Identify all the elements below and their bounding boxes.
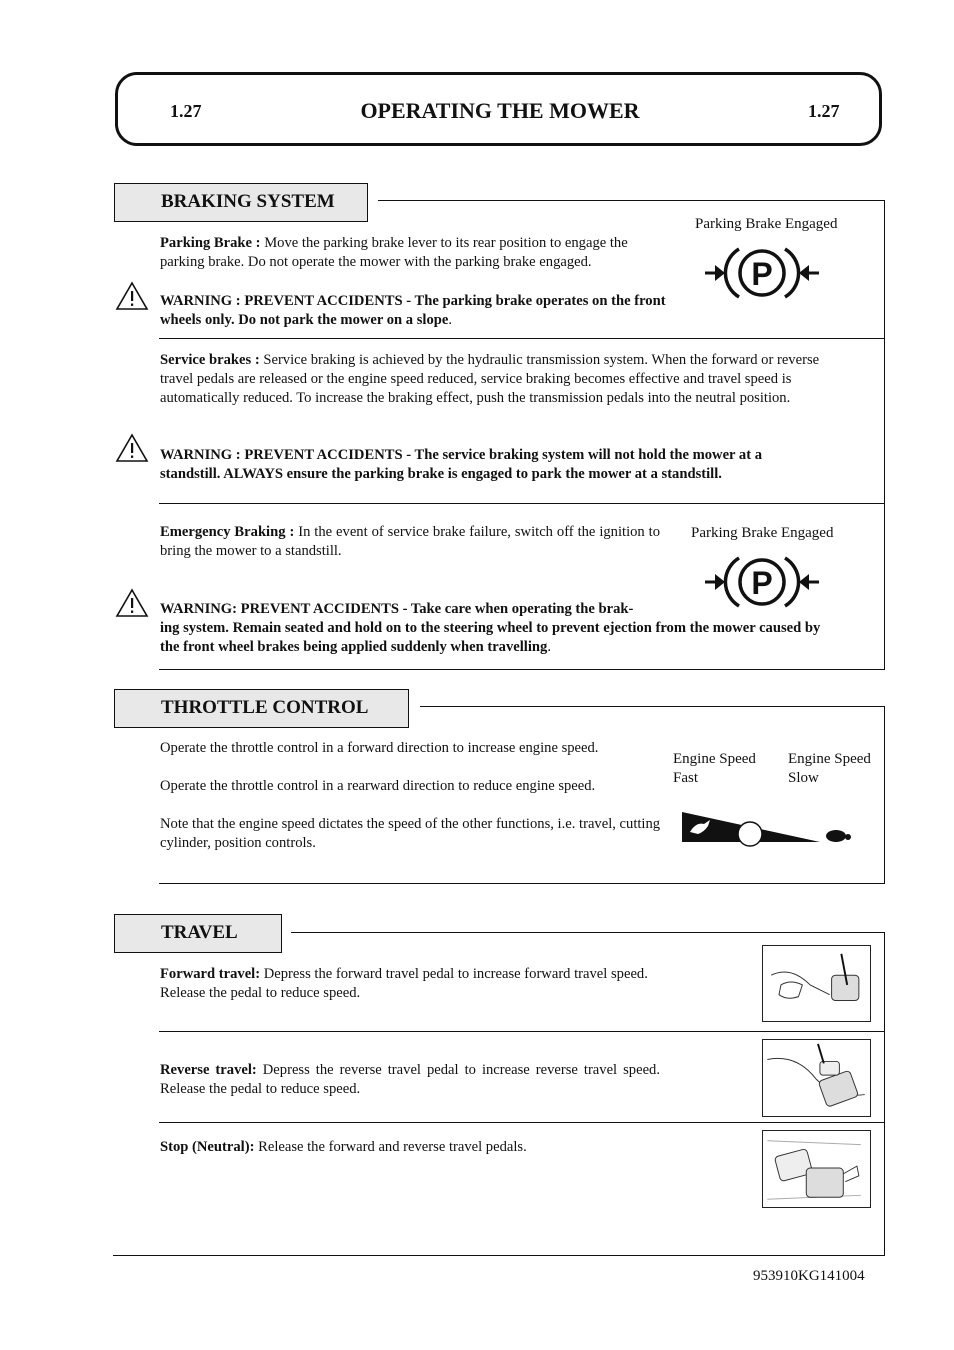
service-brakes-warning: WARNING : PREVENT ACCIDENTS - The service braking system will not hold the mower at a standstill. ALWAYS ensure the parking brake is engaged to park the mower at a standstill. (160, 447, 763, 482)
throttle-paragraph-2: Operate the throttle control in a rearward direction to reduce engine speed. (160, 778, 596, 794)
tortoise-icon (826, 830, 846, 842)
warning-triangle-icon (115, 433, 149, 463)
emergency-braking-paragraph: Emergency Braking : In the event of service brake failure, switch off the ignition to bring the mower to a standstill. (160, 524, 660, 559)
parking-brake-warning: WARNING : PREVENT ACCIDENTS - The parking brake operates on the front wheels only. Do not park the mower on a slope. (160, 293, 666, 328)
service-brakes-paragraph: Service brakes : Service braking is achieved by the hydraulic transmission system. When the forward or reverse travel pedals are released or the engine speed reduced, service braking becomes effective and travel speed is automatically reduced. To increase the braking effect, push the transmission pedals into the neutral position. (160, 352, 820, 406)
parking-brake-engaged-icon (703, 243, 821, 303)
travel-top-rule (291, 932, 885, 933)
parking-brake-caption-1: Parking Brake Engaged (695, 216, 838, 232)
section-number-left: 1.27 (170, 101, 202, 121)
engine-speed-slow-caption: Engine Speed Slow (788, 751, 871, 786)
throttle-section-label: THROTTLE CONTROL (114, 689, 409, 728)
throttle-paragraph-3: Note that the engine speed dictates the speed of the other functions, i.e. travel, cutting cylinder, position controls. (160, 816, 661, 851)
travel-divider-2 (159, 1122, 885, 1123)
throttle-paragraph-1: Operate the throttle control in a forward direction to increase engine speed. (160, 740, 599, 756)
warning-triangle-icon (115, 588, 149, 618)
reverse-travel-paragraph: Reverse travel: Depress the reverse travel pedal to increase reverse travel speed. Release the pedal to reduce speed. (160, 1062, 660, 1097)
throttle-bottom-rule (159, 883, 885, 884)
document-code: 953910KG141004 (753, 1268, 865, 1284)
forward-travel-paragraph: Forward travel: Depress the forward travel pedal to increase forward travel speed. Release the pedal to reduce speed. (160, 966, 648, 1001)
reverse-pedal-illustration (762, 1039, 871, 1117)
braking-right-rule (884, 200, 885, 670)
page-title: OPERATING THE MOWER (360, 98, 640, 123)
parking-brake-caption-2: Parking Brake Engaged (691, 525, 834, 541)
parking-brake-engaged-icon (703, 552, 821, 612)
forward-pedal-illustration (762, 945, 871, 1022)
travel-right-rule (884, 932, 885, 1256)
travel-divider-1 (159, 1031, 885, 1032)
neutral-pedal-illustration (762, 1130, 871, 1208)
throttle-top-rule (420, 706, 885, 707)
braking-bottom-rule (159, 669, 885, 670)
page-bottom-rule (113, 1255, 885, 1256)
emergency-warning-rest: ing system. Remain seated and hold on to the steering wheel to prevent ejection from the mower caused by the front wheel brakes being applied suddenly when travelling. (160, 620, 821, 655)
p-symbol-1: P (751, 256, 773, 292)
stop-neutral-paragraph: Stop (Neutral): Release the forward and reverse travel pedals. (160, 1139, 527, 1155)
travel-section-label: TRAVEL (114, 914, 282, 953)
braking-divider-1 (159, 338, 885, 339)
braking-divider-2 (159, 503, 885, 504)
emergency-warning-line-1: WARNING: PREVENT ACCIDENTS - Take care when operating the brak- (160, 601, 634, 617)
engine-speed-fast-caption: Engine Speed Fast (673, 751, 756, 786)
throttle-speed-scale-icon (680, 808, 852, 850)
braking-section-label: BRAKING SYSTEM (114, 183, 368, 222)
section-number-right: 1.27 (808, 101, 840, 121)
warning-triangle-icon (115, 281, 149, 311)
p-symbol-2: P (751, 565, 773, 601)
braking-top-rule (378, 200, 885, 201)
throttle-right-rule (884, 706, 885, 884)
parking-brake-paragraph: Parking Brake : Move the parking brake lever to its rear position to engage the parking brake. Do not operate the mower with the parking brake engaged. (160, 235, 628, 270)
